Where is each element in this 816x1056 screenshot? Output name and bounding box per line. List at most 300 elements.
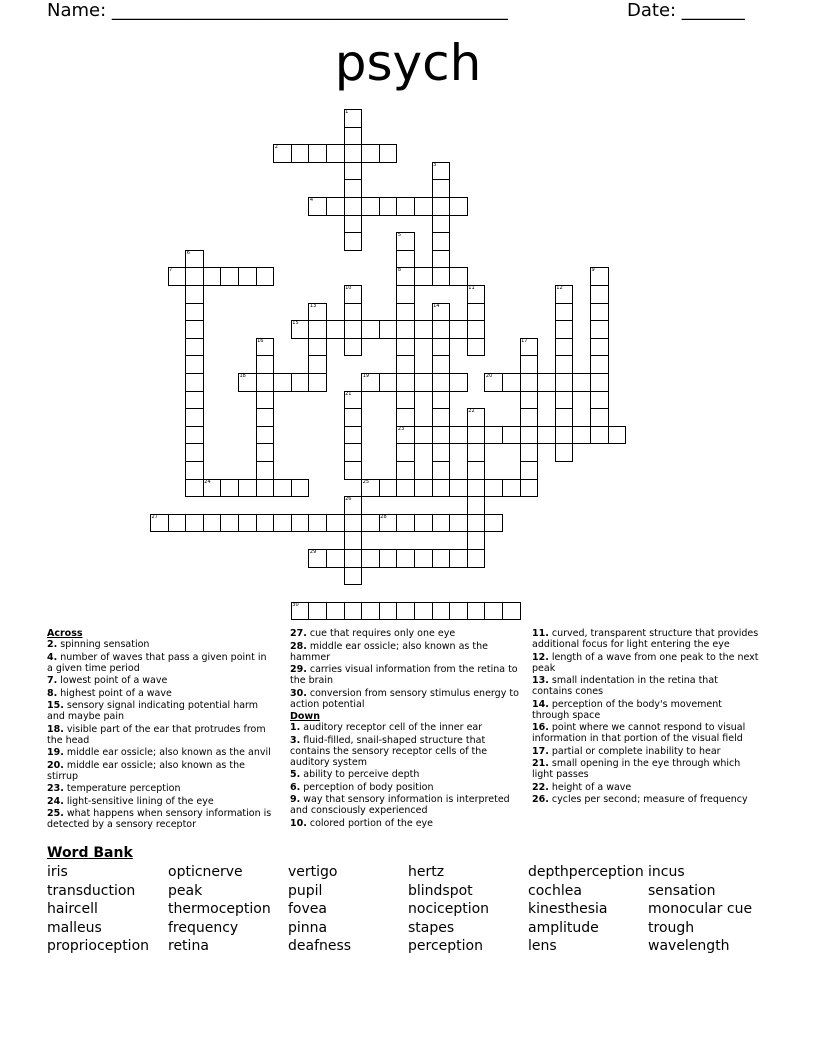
grid-cell[interactable] (256, 461, 275, 480)
grid-cell[interactable] (344, 531, 363, 550)
grid-cell[interactable] (432, 461, 451, 480)
clue-num: 21. (532, 758, 549, 769)
grid-cell[interactable] (256, 479, 275, 498)
clue-number: 1 (345, 109, 349, 115)
clue-num: 10. (290, 817, 307, 829)
grid-cell[interactable] (185, 285, 204, 304)
across-clue (290, 664, 522, 686)
grid-cell[interactable] (467, 531, 486, 550)
grid-cell[interactable] (414, 197, 433, 216)
word-bank-word: proprioception (47, 938, 150, 955)
word-bank-word: blindspot (408, 882, 473, 899)
grid-cell[interactable] (590, 303, 609, 322)
grid-cell[interactable] (467, 461, 486, 480)
word-bank-word: perception (408, 938, 483, 955)
clue-number: 2 (274, 144, 278, 151)
grid-cell[interactable] (590, 355, 609, 374)
word-bank-word: peak (168, 882, 203, 899)
grid-cell[interactable] (537, 373, 556, 392)
grid-cell[interactable] (432, 267, 451, 286)
grid-cell[interactable] (432, 179, 451, 198)
grid-cell[interactable] (344, 162, 363, 181)
clue-num: 30. (290, 687, 307, 699)
grid-cell[interactable] (590, 338, 609, 357)
grid-cell[interactable] (361, 514, 380, 533)
grid-cell[interactable] (449, 549, 468, 568)
grid-cell[interactable] (396, 514, 415, 533)
grid-cell[interactable] (291, 373, 310, 392)
grid-cell[interactable] (238, 514, 257, 533)
clue-number: 9 (591, 267, 595, 274)
down-clue (290, 818, 522, 829)
grid-cell[interactable] (308, 514, 327, 533)
grid-cell[interactable] (449, 320, 468, 339)
grid-cell[interactable] (590, 426, 609, 445)
clue-text: height of a wave (551, 781, 632, 793)
grid-cell[interactable] (256, 267, 275, 286)
grid-cell[interactable] (432, 549, 451, 568)
word-bank-word: lens (528, 938, 557, 955)
grid-cell[interactable] (555, 426, 574, 445)
grid-cell[interactable] (502, 479, 521, 498)
grid-cell[interactable] (396, 250, 415, 269)
grid-cell[interactable] (537, 426, 556, 445)
word-bank-word: transduction (47, 882, 136, 899)
word-bank-word: sensation (648, 882, 716, 899)
clue-num: 26. (532, 794, 549, 805)
across-clue (290, 641, 522, 663)
down-clue (290, 722, 522, 733)
word-bank-column (528, 863, 644, 956)
word-bank-word: pupil (288, 882, 323, 899)
grid-cell[interactable] (467, 479, 486, 498)
grid-cell[interactable] (467, 338, 486, 357)
grid-cell[interactable] (502, 602, 521, 621)
across-clue (47, 652, 273, 674)
clue-num: 24. (47, 795, 64, 807)
clue-number: 7 (169, 267, 173, 274)
across-clue (47, 724, 273, 746)
grid-cell[interactable] (344, 232, 363, 251)
grid-cell[interactable] (396, 355, 415, 374)
grid-cell[interactable] (396, 197, 415, 216)
grid-cell[interactable] (256, 355, 275, 374)
clues-column-1 (47, 628, 273, 832)
grid-cell[interactable] (484, 479, 503, 498)
clue-num: 8. (47, 687, 58, 699)
clue-text: way that sensory information is interpreted and consciously experienced (290, 794, 510, 816)
down-clue (290, 782, 522, 793)
grid-cell[interactable] (432, 320, 451, 339)
grid-cell[interactable] (344, 197, 363, 216)
clue-num: 13. (532, 675, 549, 686)
down-heading: Down (290, 711, 320, 722)
clue-number: 22 (468, 408, 475, 415)
grid-cell[interactable] (326, 602, 345, 621)
clue-number: 26 (345, 496, 352, 503)
grid-cell[interactable] (555, 338, 574, 357)
grid-cell[interactable] (414, 267, 433, 286)
grid-cell[interactable] (256, 373, 275, 392)
grid-cell[interactable] (185, 408, 204, 427)
date-line[interactable]: Date: _______ (627, 0, 745, 21)
clue-number: 28 (380, 513, 387, 520)
clue-num: 28. (290, 640, 307, 652)
word-bank-word: opticnerve (168, 864, 243, 880)
grid-cell[interactable] (361, 197, 380, 216)
grid-cell[interactable] (344, 215, 363, 234)
clue-text: sensory signal indicating potential harm and maybe pain (47, 700, 259, 722)
grid-cell[interactable] (449, 426, 468, 445)
grid-cell[interactable] (396, 320, 415, 339)
grid-cell[interactable] (344, 408, 363, 427)
grid-cell[interactable] (344, 144, 363, 163)
grid-cell[interactable] (414, 514, 433, 533)
clue-text: light-sensitive lining of the eye (66, 795, 214, 807)
word-bank-column (47, 863, 149, 956)
grid-cell[interactable] (520, 426, 539, 445)
grid-cell[interactable] (590, 391, 609, 410)
grid-cell[interactable] (203, 514, 222, 533)
grid-cell[interactable] (344, 549, 363, 568)
clue-number: 18 (239, 373, 246, 379)
grid-cell[interactable] (238, 267, 257, 286)
grid-cell[interactable] (467, 426, 486, 445)
grid-cell[interactable] (185, 267, 204, 286)
grid-cell[interactable] (432, 408, 451, 427)
clue-num: 18. (47, 723, 64, 735)
grid-cell[interactable] (555, 303, 574, 322)
clue-num: 4. (47, 651, 58, 663)
grid-cell[interactable] (502, 373, 521, 392)
grid-cell[interactable] (467, 549, 486, 568)
grid-cell[interactable] (396, 285, 415, 304)
grid-cell[interactable] (590, 285, 609, 304)
grid-cell[interactable] (396, 461, 415, 480)
grid-cell[interactable] (326, 144, 345, 163)
grid-cell[interactable] (432, 479, 451, 498)
clue-num: 17. (532, 745, 549, 757)
grid-cell[interactable] (414, 549, 433, 568)
grid-cell[interactable] (520, 355, 539, 374)
clue-number: 29 (309, 549, 317, 555)
grid-cell[interactable] (555, 408, 574, 427)
across-clue (47, 796, 273, 807)
grid-cell[interactable] (344, 320, 363, 339)
clue-num: 20. (47, 759, 64, 771)
grid-cell[interactable] (432, 391, 451, 410)
down-clue (532, 675, 760, 697)
grid-cell[interactable] (414, 320, 433, 339)
grid-cell[interactable] (484, 426, 503, 445)
clue-text: ability to perceive depth (303, 769, 420, 780)
word-bank-column (648, 863, 752, 956)
across-clue (47, 808, 273, 830)
grid-cell[interactable] (379, 320, 398, 339)
clues-column-3 (532, 628, 760, 807)
grid-cell[interactable] (396, 303, 415, 322)
grid-cell[interactable] (273, 373, 292, 392)
grid-cell[interactable] (414, 479, 433, 498)
grid-cell[interactable] (185, 391, 204, 410)
word-bank-word: deafness (288, 938, 352, 955)
grid-cell[interactable] (432, 443, 451, 462)
grid-cell[interactable] (379, 144, 398, 163)
grid-cell[interactable] (308, 144, 327, 163)
grid-cell[interactable] (326, 320, 345, 339)
grid-cell[interactable] (414, 373, 433, 392)
grid-cell[interactable] (520, 479, 539, 498)
grid-cell[interactable] (520, 391, 539, 410)
word-bank-word: amplitude (528, 919, 599, 936)
grid-cell[interactable] (555, 443, 574, 462)
clue-text: carries visual information from the retina to the brain (290, 664, 518, 686)
grid-cell[interactable] (185, 461, 204, 480)
clue-number: 24 (204, 478, 211, 485)
clue-number: 17 (521, 337, 528, 344)
grid-cell[interactable] (379, 197, 398, 216)
grid-cell[interactable] (361, 144, 380, 163)
grid-cell[interactable] (432, 426, 451, 445)
clue-num: 19. (47, 747, 64, 758)
word-bank-word: wavelength (648, 938, 730, 955)
grid-cell[interactable] (273, 479, 292, 498)
grid-cell[interactable] (449, 514, 468, 533)
word-bank-word: monocular cue (648, 901, 753, 918)
clue-number: 25 (362, 478, 370, 485)
name-line[interactable]: Name: ____________________________________________ (47, 0, 508, 21)
grid-cell[interactable] (326, 514, 345, 533)
grid-cell[interactable] (256, 391, 275, 410)
grid-cell[interactable] (396, 373, 415, 392)
grid-cell[interactable] (361, 549, 380, 568)
clue-number: 8 (397, 267, 402, 274)
grid-cell[interactable] (396, 391, 415, 410)
grid-cell[interactable] (396, 479, 415, 498)
grid-cell[interactable] (432, 197, 451, 216)
grid-cell[interactable] (344, 338, 363, 357)
grid-cell[interactable] (326, 197, 345, 216)
grid-cell[interactable] (432, 338, 451, 357)
down-clue (532, 758, 760, 780)
grid-cell[interactable] (273, 514, 292, 533)
grid-cell[interactable] (555, 373, 574, 392)
grid-cell[interactable] (572, 373, 591, 392)
clue-num: 23. (47, 783, 64, 794)
grid-cell[interactable] (520, 408, 539, 427)
grid-cell[interactable] (185, 426, 204, 445)
grid-cell[interactable] (467, 320, 486, 339)
grid-cell[interactable] (326, 549, 345, 568)
clue-number: 5 (397, 232, 402, 239)
grid-cell[interactable] (308, 320, 327, 339)
grid-cell[interactable] (238, 479, 257, 498)
word-bank-word: incus (648, 864, 685, 880)
grid-cell[interactable] (432, 514, 451, 533)
clue-text: small opening in the eye through which light passes (532, 758, 741, 780)
grid-cell[interactable] (414, 602, 433, 621)
across-heading: Across (47, 628, 83, 639)
clue-text: middle ear ossicle; also known as the anvil (66, 747, 271, 758)
grid-cell[interactable] (185, 338, 204, 357)
grid-cell[interactable] (608, 426, 627, 445)
grid-cell[interactable] (432, 602, 451, 621)
clue-text: highest point of a wave (60, 687, 172, 699)
grid-cell[interactable] (396, 549, 415, 568)
grid-cell[interactable] (414, 426, 433, 445)
clue-number: 21 (345, 390, 352, 397)
grid-cell[interactable] (432, 250, 451, 269)
grid-cell[interactable] (379, 549, 398, 568)
grid-cell[interactable] (467, 602, 486, 621)
clue-text: spinning sensation (60, 639, 150, 650)
word-bank-word: depthperception (528, 864, 644, 880)
word-bank-word: trough (648, 919, 695, 936)
across-clue (47, 700, 273, 722)
clue-num: 27. (290, 628, 307, 639)
clue-text: what happens when sensory information is detected by a sensory receptor (47, 808, 272, 830)
word-bank-column (408, 863, 489, 956)
grid-cell[interactable] (185, 303, 204, 322)
clue-num: 15. (47, 700, 64, 711)
grid-cell[interactable] (379, 602, 398, 621)
clues-column-2 (290, 628, 522, 830)
grid-cell[interactable] (256, 443, 275, 462)
grid-cell[interactable] (449, 373, 468, 392)
grid-cell[interactable] (520, 373, 539, 392)
clue-number: 10 (345, 285, 352, 291)
clue-number: 3 (433, 161, 437, 168)
word-bank-word: nociception (408, 901, 490, 918)
grid-cell[interactable] (572, 426, 591, 445)
grid-cell[interactable] (555, 355, 574, 374)
clue-num: 3. (290, 734, 301, 746)
grid-cell[interactable] (344, 443, 363, 462)
clue-number: 16 (257, 337, 264, 344)
grid-cell[interactable] (308, 373, 327, 392)
grid-cell[interactable] (432, 355, 451, 374)
clue-number: 12 (556, 285, 563, 291)
grid-cell[interactable] (344, 179, 363, 198)
across-clue (290, 628, 522, 639)
clue-number: 13 (309, 302, 317, 309)
grid-cell[interactable] (432, 373, 451, 392)
word-bank-word: cochlea (528, 882, 582, 899)
grid-cell[interactable] (308, 338, 327, 357)
clue-text: small indentation in the retina that contains cones (532, 675, 718, 697)
clue-num: 12. (532, 651, 549, 663)
word-bank-word: kinesthesia (528, 901, 608, 918)
grid-cell[interactable] (555, 391, 574, 410)
grid-cell[interactable] (555, 320, 574, 339)
word-bank-word: thermoception (168, 901, 271, 918)
grid-cell[interactable] (256, 408, 275, 427)
grid-cell[interactable] (361, 320, 380, 339)
grid-cell[interactable] (344, 426, 363, 445)
grid-cell[interactable] (449, 267, 468, 286)
grid-cell[interactable] (168, 514, 187, 533)
grid-cell[interactable] (467, 303, 486, 322)
grid-cell[interactable] (185, 320, 204, 339)
grid-cell[interactable] (467, 514, 486, 533)
clue-num: 11. (532, 628, 549, 639)
grid-cell[interactable] (344, 567, 363, 586)
grid-cell[interactable] (344, 461, 363, 480)
grid-cell[interactable] (203, 267, 222, 286)
down-clue (532, 794, 760, 805)
clue-text: fluid-filled, snail-shaped structure that contains the sensory receptor cells of the auditory system (290, 734, 488, 768)
grid-cell[interactable] (502, 426, 521, 445)
clue-text: curved, transparent structure that provides additional focus for light entering the eye (532, 628, 759, 650)
grid-cell[interactable] (449, 479, 468, 498)
clue-text: length of a wave from one peak to the next peak (532, 651, 759, 674)
grid-cell[interactable] (467, 496, 486, 515)
grid-cell[interactable] (344, 602, 363, 621)
grid-cell[interactable] (396, 602, 415, 621)
grid-cell[interactable] (590, 408, 609, 427)
grid-cell[interactable] (449, 602, 468, 621)
grid-cell[interactable] (590, 320, 609, 339)
grid-cell[interactable] (396, 408, 415, 427)
grid-cell[interactable] (379, 479, 398, 498)
grid-cell[interactable] (256, 514, 275, 533)
grid-cell[interactable] (520, 443, 539, 462)
clue-text: middle ear ossicle; also known as the stirrup (47, 759, 245, 782)
grid-cell[interactable] (256, 426, 275, 445)
grid-cell[interactable] (185, 355, 204, 374)
clue-num: 1. (290, 722, 301, 733)
grid-cell[interactable] (344, 127, 363, 146)
grid-cell[interactable] (484, 514, 503, 533)
grid-cell[interactable] (308, 355, 327, 374)
clue-num: 25. (47, 808, 64, 819)
grid-cell[interactable] (379, 373, 398, 392)
grid-cell[interactable] (590, 373, 609, 392)
down-clue (290, 794, 522, 816)
word-bank-word: stapes (408, 919, 455, 936)
grid-cell[interactable] (484, 602, 503, 621)
grid-cell[interactable] (467, 443, 486, 462)
grid-cell[interactable] (432, 215, 451, 234)
grid-cell[interactable] (308, 602, 327, 621)
clue-number: 30 (292, 601, 299, 608)
grid-cell[interactable] (185, 514, 204, 533)
grid-cell[interactable] (291, 479, 310, 498)
grid-cell[interactable] (220, 267, 239, 286)
grid-cell[interactable] (291, 144, 310, 163)
grid-cell[interactable] (449, 197, 468, 216)
word-bank-title: Word Bank (47, 845, 133, 861)
grid-cell[interactable] (185, 443, 204, 462)
grid-cell[interactable] (396, 338, 415, 357)
down-clue (532, 628, 760, 650)
across-clue (47, 688, 273, 699)
clue-text: partial or complete inability to hear (551, 745, 721, 757)
grid-cell[interactable] (520, 461, 539, 480)
down-clue (532, 699, 760, 721)
grid-cell[interactable] (185, 479, 204, 498)
grid-cell[interactable] (344, 303, 363, 322)
clue-text: colored portion of the eye (309, 817, 434, 829)
grid-cell[interactable] (361, 602, 380, 621)
grid-cell[interactable] (344, 514, 363, 533)
grid-cell[interactable] (396, 443, 415, 462)
grid-cell[interactable] (185, 373, 204, 392)
grid-cell[interactable] (432, 232, 451, 251)
grid-cell[interactable] (220, 479, 239, 498)
grid-cell[interactable] (291, 514, 310, 533)
grid-cell[interactable] (220, 514, 239, 533)
